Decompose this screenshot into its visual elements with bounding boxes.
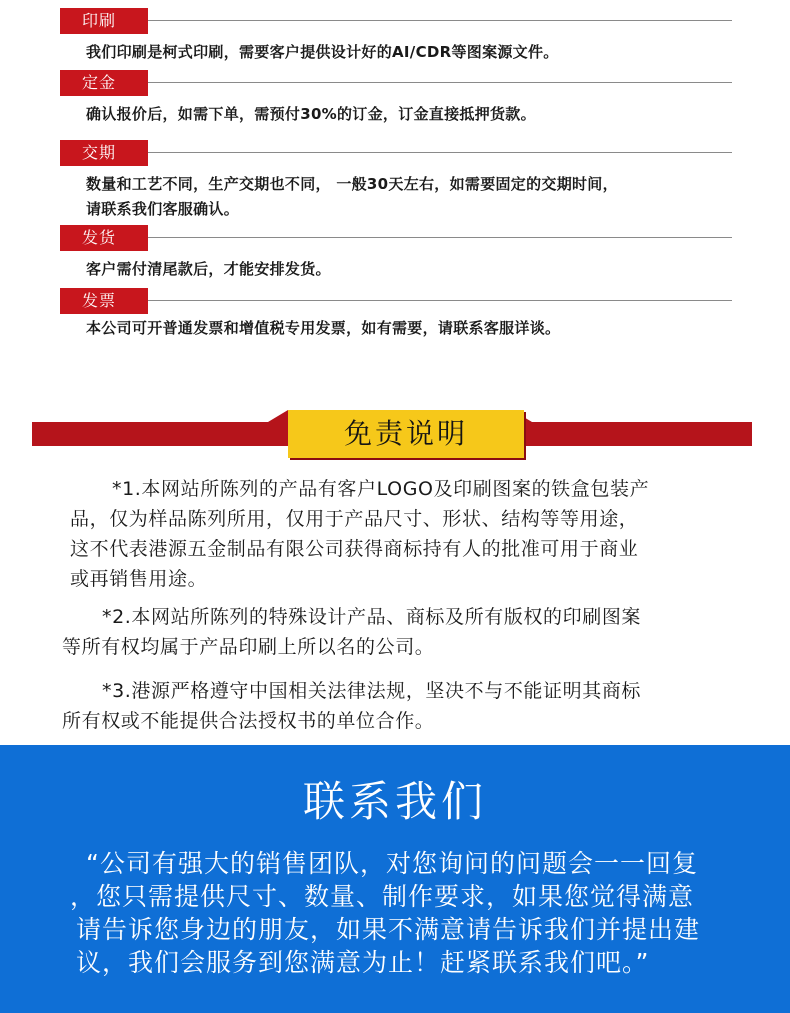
section-tag: 发货 <box>60 225 148 251</box>
section-tag: 发票 <box>60 288 148 314</box>
disclaimer-paragraph-1: *1.本网站所陈列的产品有客户LOGO及印刷图案的铁盒包装产 品，仅为样品陈列所用，仅用于产品尺寸、形状、结构等等用途， 这不代表港源五金制品有限公司获得商标持有人的批准可用于商业 或再销售用途。 <box>70 478 650 590</box>
section-tag: 交期 <box>60 140 148 166</box>
disclaimer-title: 免责说明 <box>288 410 524 458</box>
section-text: 我们印刷是柯式印刷，需要客户提供设计好的AI/CDR等图案源文件。 <box>86 43 559 61</box>
contact-section <box>0 745 790 1013</box>
section-text: 确认报价后，如需下单，需预付30%的订金，订金直接抵押货款。 <box>86 105 536 123</box>
section-deposit <box>60 70 732 127</box>
section-invoice <box>60 288 732 341</box>
section-delivery-time <box>60 140 732 222</box>
section-text: 数量和工艺不同，生产交期也不同， 一般30天左右，如需要固定的交期时间， 请联系我们客服确认。 <box>86 175 618 218</box>
disclaimer-paragraph-2: *2.本网站所陈列的特殊设计产品、商标及所有版权的印刷图案 等所有权均属于产品印刷上所以名的公司。 <box>62 606 642 658</box>
section-printing <box>60 8 732 65</box>
section-text: 客户需付清尾款后，才能安排发货。 <box>86 260 331 278</box>
section-tag: 印刷 <box>60 8 148 34</box>
contact-body: “公司有强大的销售团队，对您询问的问题会一一回复 ，您只需提供尺寸、数量、制作要求，如果您觉得满意 请告诉您身边的朋友，如果不满意请告诉我们并提出建 议，我们会服务到您满意为止！赶紧联系我们吧。” <box>70 849 701 977</box>
section-tag: 定金 <box>60 70 148 96</box>
disclaimer-ribbon-left <box>268 410 288 422</box>
contact-title: 联系我们 <box>302 777 487 826</box>
disclaimer-paragraph-3: *3.港源严格遵守中国相关法律法规，坚决不与不能证明其商标 所有权或不能提供合法授权书的单位合作。 <box>62 680 642 732</box>
section-shipping <box>60 225 732 282</box>
section-text: 本公司可开普通发票和增值税专用发票，如有需要，请联系客服详谈。 <box>86 319 561 337</box>
